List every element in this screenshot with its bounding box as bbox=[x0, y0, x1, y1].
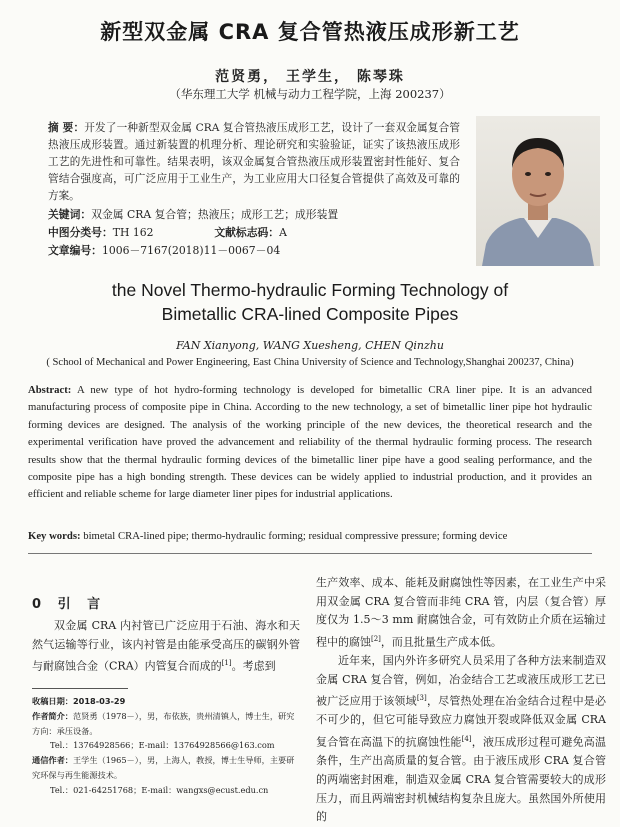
article-number-row bbox=[48, 243, 468, 258]
english-authors: FAN Xianyong, WANG Xuesheng, CHEN Qinzhu bbox=[176, 339, 444, 352]
right-p2-mid: ，尽管热处理在冶金结合过程中是必不可少的，但它可能导致应力腐蚀开裂或降低双金属 CRA 复合管在高温下的抗腐蚀性能 bbox=[316, 694, 606, 749]
author-portrait-icon bbox=[476, 116, 600, 266]
english-title-line2: Bimetallic CRA-lined Composite Pipes bbox=[161, 304, 459, 324]
right-p1-tail: ，而且批量生产成本低。 bbox=[380, 635, 502, 649]
english-title bbox=[0, 278, 620, 326]
chinese-abstract-label: 摘 要： bbox=[48, 122, 85, 134]
right-paragraph-1 bbox=[316, 574, 606, 652]
english-abstract-label: Abstract: bbox=[28, 384, 72, 396]
footnote-author: 范贤勇（1978－），男，布依族，贵州清镇人，博士生，研究方向：承压设备。 bbox=[32, 710, 295, 736]
footnote-corr: 王学生（1965－），男，上海人，教授，博士生导师，主要研究环保与再生能源技术。 bbox=[32, 755, 295, 780]
footnote bbox=[32, 694, 302, 798]
article-no-label: 文章编号： bbox=[48, 244, 102, 257]
chinese-abstract-text: 开发了一种新型双金属 CRA 复合管热液压成形工艺，设计了一套双金属复合管热液压成形装置。通过新装置的机理分析、理论研究和实验验证，证实了该热液压成形工艺的先进性和可靠性。结果表明，该双金属复合管热液压成形装置密封性能好、复合管结合强度高，可广泛应用于工业生产，为工业应用大口径复合管提供了高效及可靠的方案。 bbox=[48, 122, 460, 202]
chinese-keywords bbox=[48, 207, 468, 222]
chinese-keywords-label: 关键词： bbox=[48, 208, 92, 221]
right-paragraph-2 bbox=[316, 652, 606, 827]
chinese-abstract bbox=[48, 120, 460, 205]
footnote-author-contact: Tel.：13764928566；E-mail：13764928566@163.com bbox=[50, 740, 275, 751]
left-column-body: 双金属 CRA 内衬管已广泛应用于石油、海水和天然气运输等行业，该内衬管是由能承受高压的碳钢外管与耐腐蚀合金（CRA）内管复合而成的 bbox=[32, 619, 300, 673]
english-keywords-label: Key words: bbox=[28, 530, 81, 542]
english-abstract-text: A new type of hot hydro-forming technology is developed for bimetallic CRA liner pipe. It is an advanced manufacturing process of composite pipe in China. According to the new technology, a set of bimetallic liner pipe hot hydraulic forming devices are designed. The analysis of the working principle of the new devices, the theoretical research and the experimental verification have proved the advancement and reliability of the thermal hydraulic forming process. The research results show that the thermal hydraulic forming devices of the bimetallic liner pipe have a good sealing performance, and the composite pipe has a high bonding strength. These devices can be widely applied to industrial production, and it provides an efficient and reliable scheme for large diameter liner pipes for industrial applications. bbox=[28, 384, 592, 501]
right-p2-body: 近年来，国内外许多研究人员采用了各种方法来制造双金属 CRA 复合管，例如，冶金结合工艺或液压成形工艺已被广泛应用于该领域 bbox=[316, 654, 606, 708]
citation-3: [3] bbox=[416, 694, 427, 703]
left-column-text bbox=[32, 617, 300, 676]
section-heading-introduction: 0 引 言 bbox=[32, 597, 107, 612]
footnote-corr-contact: Tel.：021-64251768；E-mail：wangxs@ecust.edu.cn bbox=[50, 784, 269, 795]
footnote-received: 收稿日期：2018-03-29 bbox=[32, 696, 126, 706]
footnote-rule bbox=[32, 688, 128, 689]
chinese-affiliation: （华东理工大学 机械与动力工程学院，上海 200237） bbox=[169, 87, 451, 101]
clc-value: TH 162 bbox=[112, 226, 154, 239]
english-abstract bbox=[28, 382, 592, 504]
citation-2: [2] bbox=[371, 634, 381, 643]
author-photo bbox=[476, 116, 600, 266]
classification-row bbox=[48, 225, 468, 240]
section-divider bbox=[28, 553, 592, 554]
right-p1-body: 生产效率、成本、能耗及耐腐蚀性等因素，在工业生产中采用双金属 CRA 复合管而非纯 CRA 管，内层（复合管）厚度仅为 1.5～3 mm 耐腐蚀合金，可有效防止介质在运输过程中的腐蚀 bbox=[316, 576, 606, 649]
english-keywords-text: bimetal CRA-lined pipe; thermo-hydraulic forming; residual compressive pressure; forming device bbox=[80, 530, 508, 542]
right-p2-tail: ，液压成形过程可避免高温条件，生产出高质量的复合管。由于液压成形 CRA 复合管的两端密封困难，制造双金属 CRA 复合管需要较大的成形压力，而且两端密封机械结构复杂且庞大。虽然国外所使用的 bbox=[316, 735, 606, 824]
chinese-title: 新型双金属 CRA 复合管热液压成形新工艺 bbox=[100, 20, 520, 44]
doc-code-label: 文献标志码： bbox=[214, 226, 280, 239]
chinese-keywords-text: 双金属 CRA 复合管；热液压；成形工艺；成形装置 bbox=[91, 208, 339, 221]
clc-label: 中图分类号： bbox=[48, 226, 113, 239]
english-title-line1: the Novel Thermo-hydraulic Forming Technology of bbox=[111, 280, 509, 300]
footnote-author-label: 作者简介： bbox=[32, 710, 73, 721]
citation-4: [4] bbox=[461, 735, 472, 744]
english-keywords bbox=[28, 530, 608, 542]
footnote-corr-label: 通信作者： bbox=[32, 755, 73, 766]
doc-code-value: A bbox=[279, 226, 287, 239]
left-column-tail: 。考虑到 bbox=[231, 659, 276, 673]
citation-1: [1] bbox=[221, 659, 232, 668]
article-no-value: 1006－7167(2018)11－0067－04 bbox=[101, 244, 281, 257]
english-affiliation: ( School of Mechanical and Power Engineering, East China University of Science and Technology,Shanghai 200237, China) bbox=[46, 357, 574, 368]
right-column-text bbox=[316, 574, 606, 827]
chinese-authors: 范贤勇， 王学生， 陈琴珠 bbox=[215, 69, 405, 85]
